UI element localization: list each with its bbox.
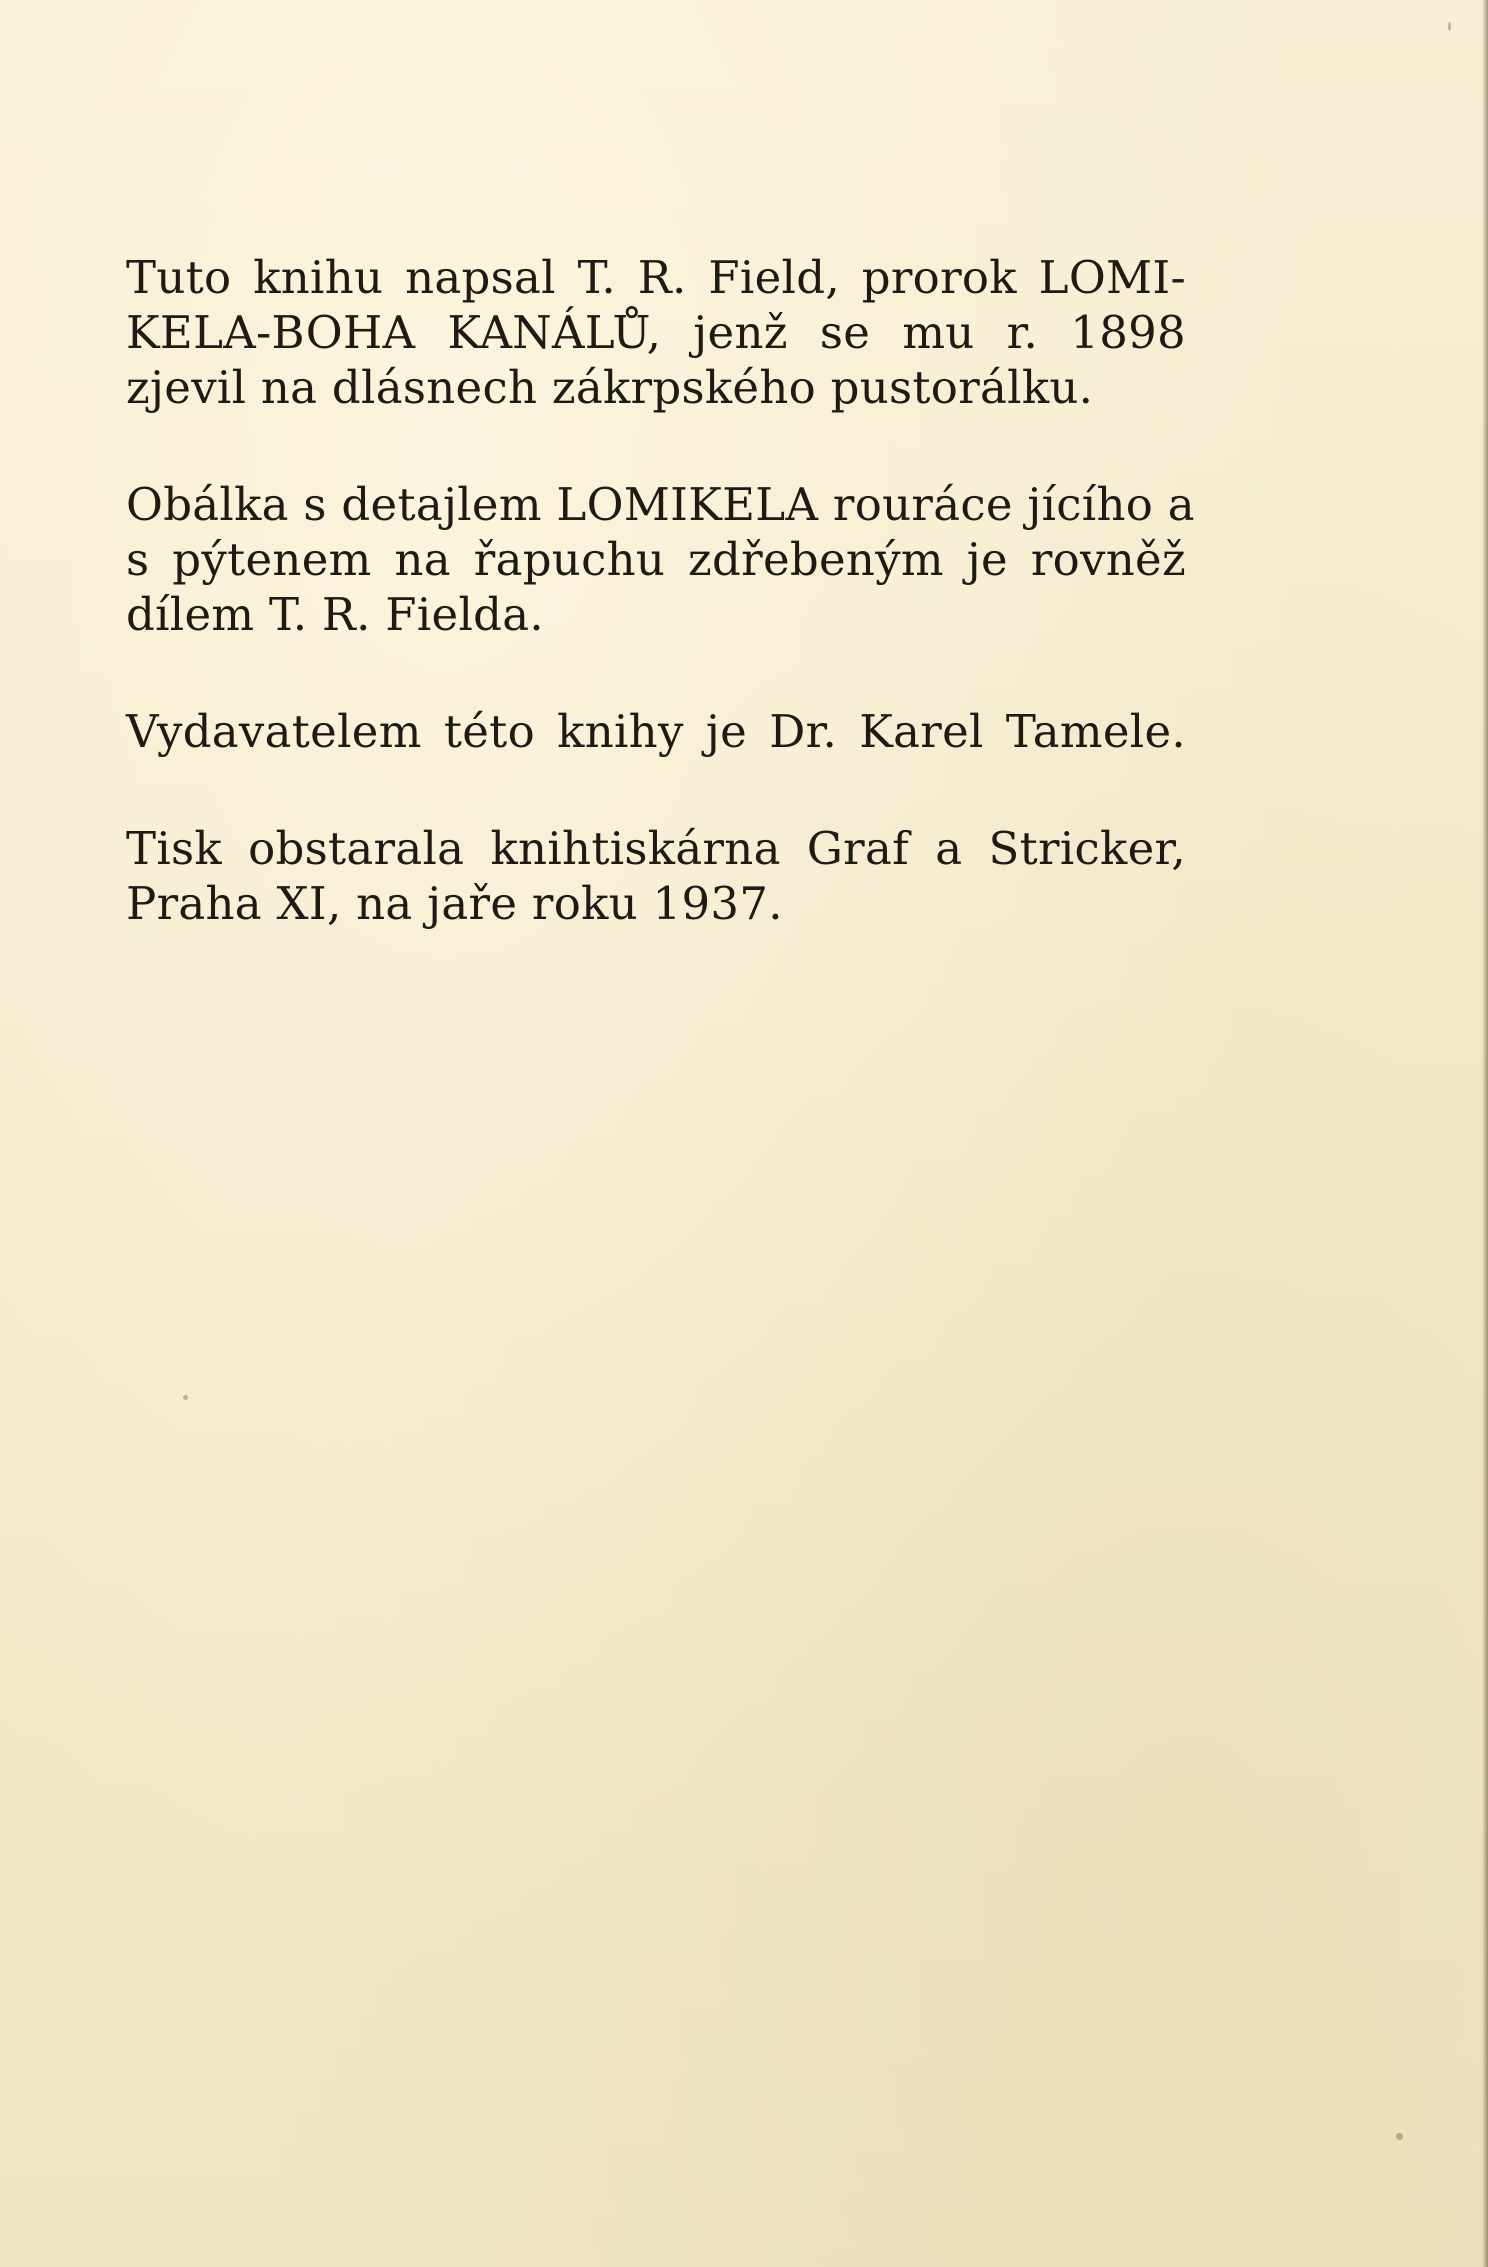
paper-speck	[183, 1395, 188, 1400]
text-line: Vydavatelem této knihy je Dr. Karel Tamele.	[126, 705, 1186, 758]
text-line: Tuto knihu napsal T. R. Field, prorok LOMI-	[126, 251, 1186, 304]
paragraph-publisher	[126, 704, 1186, 759]
paper-speck	[1448, 22, 1451, 31]
text-line: dílem T. R. Fielda.	[126, 588, 544, 641]
paragraph-cover	[126, 477, 1195, 642]
text-line: Obálka s detajlem LOMIKELA rouráce jícího a	[126, 478, 1195, 531]
colophon-text	[126, 250, 1195, 993]
text-line: Praha XI, na jaře roku 1937.	[126, 877, 783, 930]
text-line: Tisk obstarala knihtiskárna Graf a Stricker,	[126, 822, 1186, 875]
text-line: zjevil na dlásnech zákrpského pustorálku.	[126, 361, 1094, 414]
paragraph-author	[126, 250, 1186, 415]
text-line: s pýtenem na řapuchu zdřebeným je rovněž	[126, 533, 1186, 586]
paper-speck	[1396, 2133, 1403, 2140]
paragraph-printer	[126, 821, 1186, 931]
text-line: KELA-BOHA KANÁLŮ, jenž se mu r. 1898	[126, 306, 1186, 359]
page-edge-shadow	[1482, 0, 1488, 2267]
